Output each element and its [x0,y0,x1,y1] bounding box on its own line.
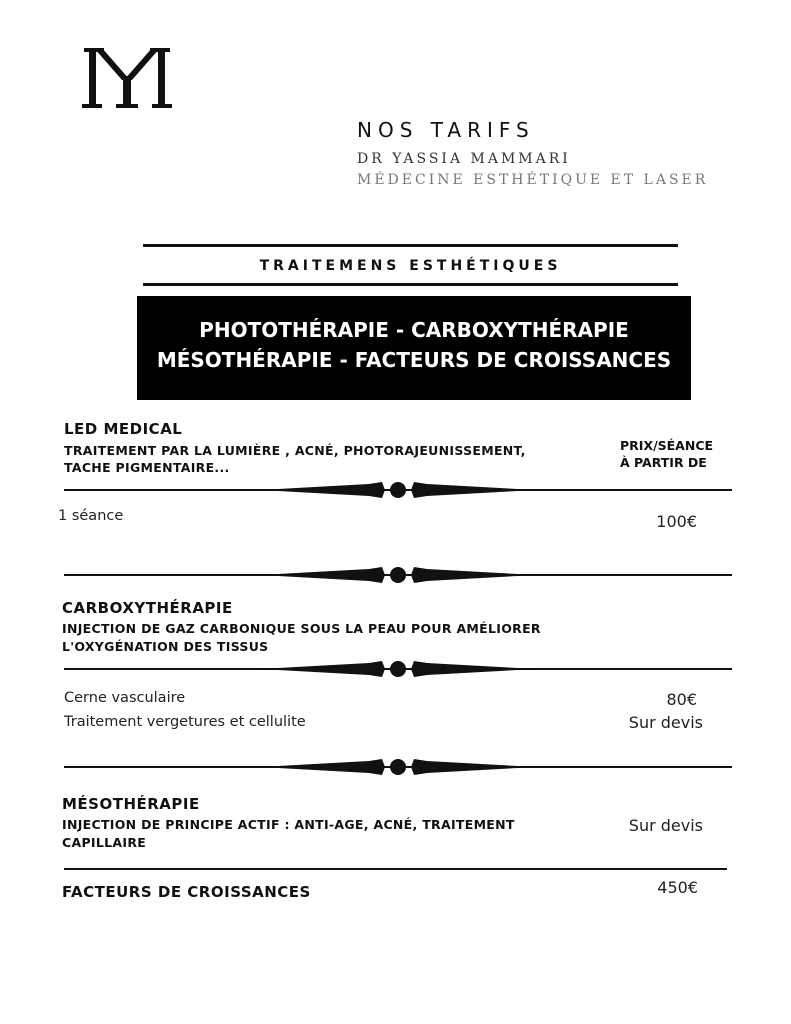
list-item-led-label: 1 séance [58,508,124,524]
specialty: MÉDECINE ESTHÉTIQUE ET LASER [357,172,709,188]
section-rule-top [143,244,678,247]
list-item-carboxy-1-price: 80€ [666,690,697,709]
service-price-meso: Sur devis [628,816,703,835]
service-title-led: LED MEDICAL [64,420,183,438]
service-desc-carboxy-2: L'OXYGÉNATION DES TISSUS [62,639,269,654]
diamond-dot-divider [64,563,732,587]
service-title-facteurs: FACTEURS DE CROISSANCES [62,883,311,901]
list-item-led-price: 100€ [656,512,697,531]
list-item-carboxy-2-label: Traitement vergetures et cellulite [64,714,306,730]
service-title-carboxy: CARBOXYTHÉRAPIE [62,599,233,617]
treatments-banner [137,296,691,400]
diamond-dot-divider [64,657,732,681]
service-desc-carboxy-1: INJECTION DE GAZ CARBONIQUE SOUS LA PEAU POUR AMÉLIORER [62,621,541,636]
doctor-name: DR YASSIA MAMMARI [357,151,571,167]
service-price-facteurs: 450€ [657,878,698,897]
banner-line-1: PHOTOTHÉRAPIE - CARBOXYTHÉRAPIE [199,318,629,342]
service-title-meso: MÉSOTHÉRAPIE [62,795,200,813]
diamond-dot-divider [64,755,732,779]
service-desc-meso-2: CAPILLAIRE [62,835,147,850]
price-header-1: PRIX/SÉANCE [620,438,714,453]
list-item-carboxy-1-label: Cerne vasculaire [64,690,186,706]
diamond-dot-divider [64,478,732,502]
page-title: NOS TARIFS [357,118,535,142]
section-rule-bottom [143,283,678,286]
section-label: TRAITEMENS ESTHÉTIQUES [259,258,562,274]
banner-line-2: MÉSOTHÉRAPIE - FACTEURS DE CROISSANCES [156,348,672,372]
service-desc-led-1: TRAITEMENT PAR LA LUMIÈRE , ACNÉ, PHOTORAJEUNISSEMENT, [64,443,526,458]
separator-line [64,868,727,870]
list-item-carboxy-2-price: Sur devis [628,713,703,732]
service-desc-led-2: TACHE PIGMENTAIRE... [64,460,230,475]
service-desc-meso-1: INJECTION DE PRINCIPE ACTIF : ANTI-AGE, ACNÉ, TRAITEMENT [62,817,515,832]
price-header-2: À PARTIR DE [620,455,707,470]
ym-monogram-logo [80,46,174,112]
